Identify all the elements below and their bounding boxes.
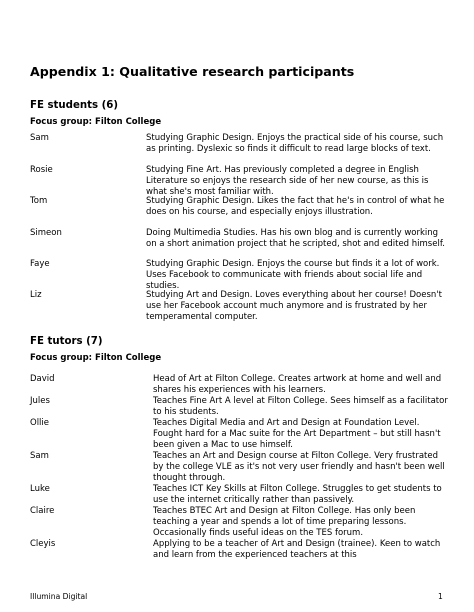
page-title: Appendix 1: Qualitative research participants bbox=[30, 64, 355, 79]
participant-description: Studying Graphic Design. Enjoys the practical side of his course, such as printing. Dyslexic so finds it difficult to read large blocks of text. bbox=[146, 133, 444, 154]
participant-description: Studying Graphic Design. Enjoys the course but finds it a lot of work. Uses Facebook to communicate with friends about social life and studies. bbox=[146, 259, 440, 291]
participant-description: Studying Art and Design. Loves everything about her course! Doesn't use her Facebook account much anymore and is frustrated by her temperamental computer. bbox=[146, 290, 442, 322]
page-number: 1 bbox=[438, 592, 443, 601]
participant-name: Luke bbox=[30, 484, 50, 494]
participant-description: Teaches BTEC Art and Design at Filton College. Has only been teaching a year and spends a lot of time preparing lessons. Occasionally finds useful ideas on the TES forum. bbox=[153, 506, 416, 538]
tutors-focus-group: Focus group: Filton College bbox=[30, 353, 162, 363]
participant-name: Claire bbox=[30, 506, 55, 516]
students-focus-group: Focus group: Filton College bbox=[30, 117, 162, 127]
participant-name: Sam bbox=[30, 133, 49, 143]
participant-description: Studying Fine Art. Has previously completed a degree in English Literature so enjoys the research side of her new course, as this is what she's most familiar with. bbox=[146, 165, 429, 197]
participant-name: Liz bbox=[30, 290, 42, 300]
participant-name: Simeon bbox=[30, 228, 62, 238]
participant-description: Studying Graphic Design. Likes the fact that he's in control of what he does on his course, and especially enjoys illustration. bbox=[146, 196, 445, 217]
participant-description: Teaches ICT Key Skills at Filton College. Struggles to get students to use the internet critically rather than passively. bbox=[153, 484, 442, 505]
participant-description: Teaches Fine Art A level at Filton College. Sees himself as a facilitator to his students. bbox=[153, 396, 448, 417]
participant-name: Tom bbox=[30, 196, 48, 206]
participant-name: Cleyis bbox=[30, 539, 56, 549]
participant-description: Doing Multimedia Studies. Has his own blog and is currently working on a short animation project that he scripted, shot and edited himself. bbox=[146, 228, 445, 249]
participant-name: David bbox=[30, 374, 55, 384]
students-heading: FE students (6) bbox=[30, 100, 118, 111]
participant-description: Head of Art at Filton College. Creates artwork at home and well and shares his experiences with his learners. bbox=[153, 374, 442, 395]
participant-name: Jules bbox=[30, 396, 50, 406]
participant-description: Applying to be a teacher of Art and Design (trainee). Keen to watch and learn from the experienced teachers at this bbox=[153, 539, 441, 560]
participant-name: Faye bbox=[30, 259, 50, 269]
participant-description: Teaches an Art and Design course at Filton College. Very frustrated by the college VLE as it's not very user friendly and hasn't been well thought through. bbox=[153, 451, 445, 483]
tutors-heading: FE tutors (7) bbox=[30, 336, 103, 347]
participant-description: Teaches Digital Media and Art and Design at Foundation Level. Fought hard for a Mac suite for the Art Department – but still hasn't been given a Mac to use himself. bbox=[153, 418, 441, 450]
footer-organization: Illumina Digital bbox=[30, 592, 88, 601]
participant-name: Ollie bbox=[30, 418, 50, 428]
participant-name: Rosie bbox=[30, 165, 53, 175]
participant-name: Sam bbox=[30, 451, 49, 461]
